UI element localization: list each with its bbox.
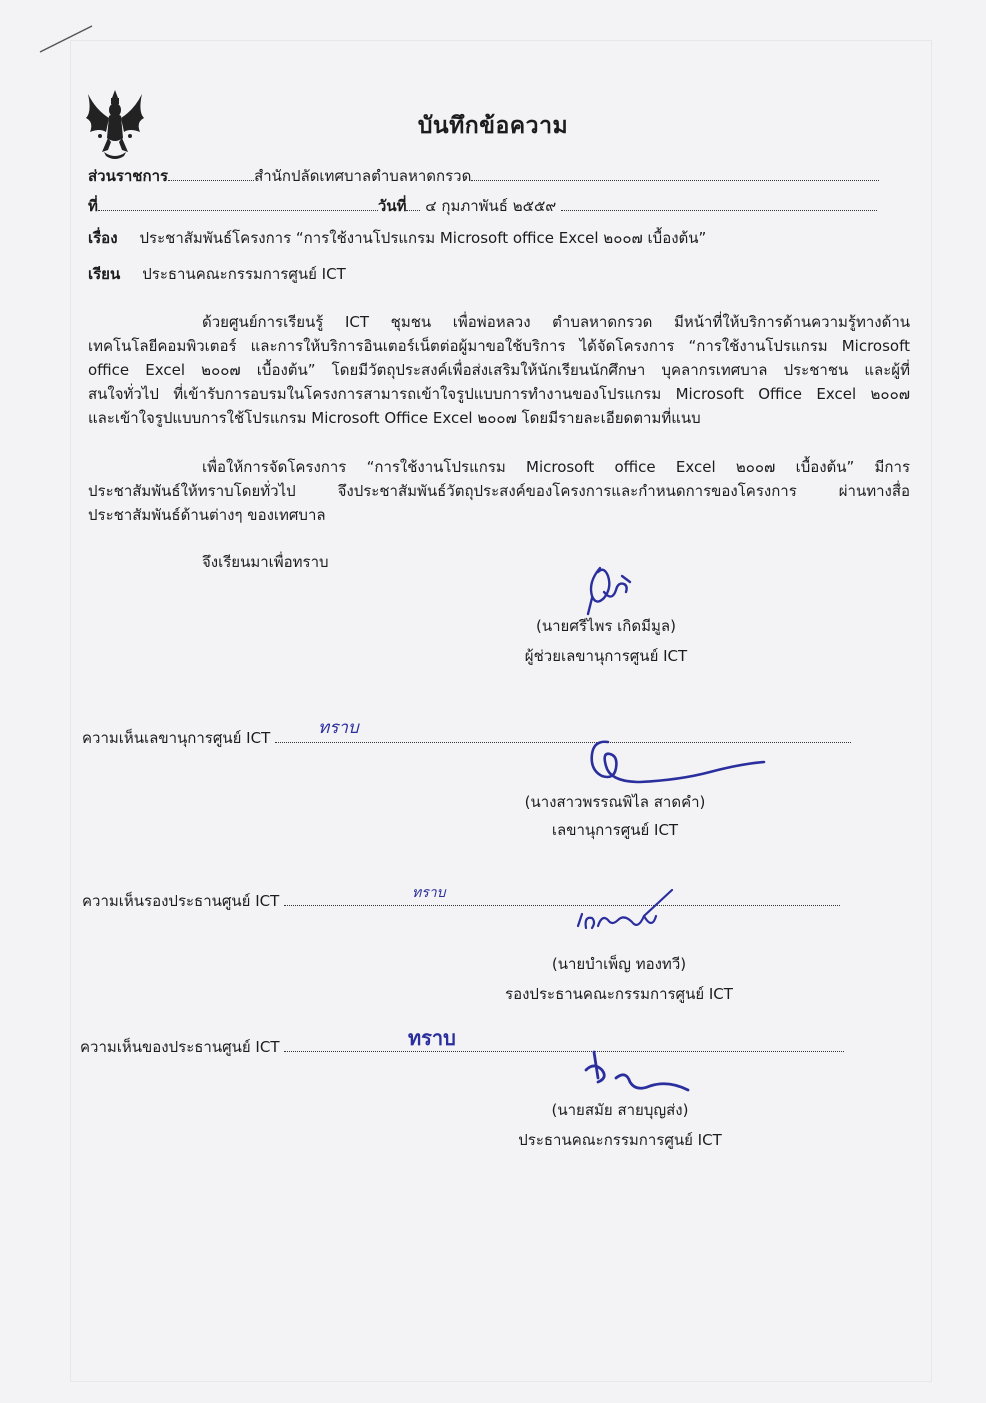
paragraph-line: ประชาสัมพันธ์ด้านต่างๆ ของเทศบาล <box>88 506 326 524</box>
dotted-leader <box>471 166 879 181</box>
handwritten-ack-3: ทราบ <box>408 1026 456 1050</box>
paragraph-line: ด้วยศูนย์การเรียนรู้ ICT ชุมชน เพื่อพ่อหลวง ตำบลหาดกรวด มีหน้าที่ให้บริการด้านความรู้ทางด้าน <box>202 313 910 331</box>
salutation-line <box>88 264 346 284</box>
paragraph-line: สนใจทั่วไป ที่เข้ารับการอบรมในโครงการสามารถเข้าใจรูปแบบการทำงานของโปรแกรม Microsoft Office Excel ๒๐๐๗ <box>88 385 910 403</box>
subject-line <box>88 228 706 248</box>
opinion-3-line <box>80 1037 844 1057</box>
memo-title: บันทึกข้อความ <box>417 113 569 139</box>
signature-1 <box>578 562 648 618</box>
dotted-leader <box>284 1037 844 1052</box>
signature-2 <box>580 732 770 792</box>
dotted-leader <box>561 196 877 211</box>
reference-date-line <box>88 196 877 216</box>
subject-value: ประชาสัมพันธ์โครงการ “การใช้งานโปรแกรม Microsoft office Excel ๒๐๐๗ เบื้องต้น” <box>139 229 707 247</box>
agency-value: สำนักปลัดเทศบาลตำบลหาดกรวด <box>254 167 472 185</box>
signature-3 <box>572 886 682 946</box>
opinion-1-position: เลขานุการศูนย์ ICT <box>551 821 679 839</box>
reference-label: ที่ <box>88 197 98 215</box>
opinion-1-name: (นางสาวพรรณพิไล สาดคำ) <box>524 793 706 811</box>
signature-4 <box>580 1048 692 1098</box>
handwritten-ack-2: ทราบ <box>412 885 446 901</box>
opinion-2-name: (นายบำเพ็ญ ทองทวี) <box>551 955 687 973</box>
opinion-2-position: รองประธานคณะกรรมการศูนย์ ICT <box>505 985 733 1003</box>
to-label: เรียน <box>88 265 121 283</box>
dotted-leader <box>284 891 840 906</box>
to-value: ประธานคณะกรรมการศูนย์ ICT <box>142 265 346 283</box>
body-paragraph-1 <box>88 310 910 430</box>
opinion-3-label: ความเห็นของประธานศูนย์ ICT <box>80 1038 280 1056</box>
signatory-1-name: (นายศรีไพร เกิดมีมูล) <box>536 617 676 635</box>
date-value: ๔ กุมภาพันธ์ ๒๕๕๙ <box>425 197 557 215</box>
dotted-leader <box>168 166 254 181</box>
agency-line <box>88 166 879 186</box>
opinion-3-name: (นายสมัย สายบุญส่ง) <box>551 1101 689 1119</box>
date-label: วันที่ <box>377 197 407 215</box>
body-paragraph-2 <box>88 455 910 527</box>
agency-label: ส่วนราชการ <box>88 167 169 185</box>
handwritten-ack-1: ทราบ <box>318 718 359 738</box>
paragraph-line: office Excel ๒๐๐๗ เบื้องต้น” โดยมีวัตถุประสงค์เพื่อส่งเสริมให้นักเรียนนักศึกษา บุคลากรเทศบาล ประชาชน และผู้ที่ <box>88 361 910 379</box>
pencil-stroke <box>36 22 96 56</box>
opinion-2-line <box>82 891 840 911</box>
paragraph-line: เพื่อให้การจัดโครงการ “การใช้งานโปรแกรม Microsoft office Excel ๒๐๐๗ เบื้องต้น” มีการ <box>202 458 910 476</box>
paragraph-line: ประชาสัมพันธ์ให้ทราบโดยทั่วไป จึงประชาสัมพันธ์วัตถุประสงค์ของโครงการและกำหนดการของโครงการ ผ่านทางสื่อ <box>88 482 910 500</box>
paragraph-line: เทคโนโลยีคอมพิวเตอร์ และการให้บริการอินเตอร์เน็ตต่อผู้มาขอใช้บริการ ได้จัดโครงการ “การใช้งานโปรแกรม Microsoft <box>88 337 910 355</box>
signatory-1-position: ผู้ช่วยเลขานุการศูนย์ ICT <box>524 647 688 665</box>
closing-line: จึงเรียนมาเพื่อทราบ <box>202 553 329 571</box>
paragraph-line: และเข้าใจรูปแบบการใช้โปรแกรม Microsoft Office Excel ๒๐๐๗ โดยมีรายละเอียดตามที่แนบ <box>88 409 701 427</box>
opinion-2-label: ความเห็นรองประธานศูนย์ ICT <box>82 892 280 910</box>
opinion-1-label: ความเห็นเลขานุการศูนย์ ICT <box>82 729 271 747</box>
dotted-leader <box>98 196 378 211</box>
opinion-3-position: ประธานคณะกรรมการศูนย์ ICT <box>518 1131 722 1149</box>
dotted-leader <box>406 196 420 211</box>
subject-label: เรื่อง <box>88 229 118 247</box>
